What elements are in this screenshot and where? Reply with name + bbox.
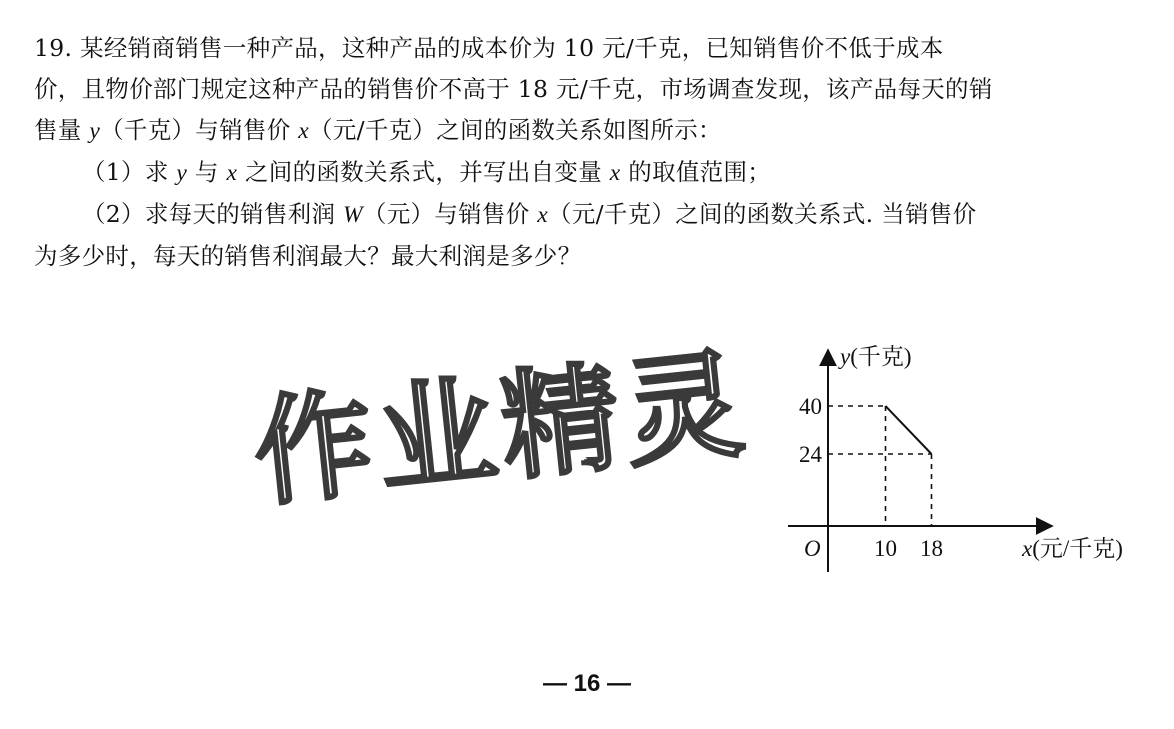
x-axis-label: x(元/千克) xyxy=(1022,536,1123,561)
variable-x: x xyxy=(537,202,549,228)
problem-line-3 xyxy=(34,110,1144,152)
problem-line-3-text: （千克）与销售价 xyxy=(100,116,299,144)
y-tick-label: 24 xyxy=(799,442,822,467)
y-tick-label: 40 xyxy=(799,394,822,419)
x-tick-label: 18 xyxy=(920,536,943,561)
question-1-text: （1）求 xyxy=(82,158,177,186)
question-2-continued: 为多少时，每天的销售利润最大？最大利润是多少？ xyxy=(34,242,582,270)
y-axis-label: y(千克) xyxy=(840,344,912,369)
problem-line-2: 价，且物价部门规定这种产品的销售价不高于 18 元/千克，市场调查发现，该产品每天的销 xyxy=(34,75,993,103)
variable-y: y xyxy=(176,160,188,186)
question-1-text: 的取值范围； xyxy=(620,158,772,186)
series-line xyxy=(886,406,932,454)
question-1-text: 之间的函数关系式，并写出自变量 xyxy=(237,158,610,186)
page-number: — 16 — xyxy=(542,670,632,697)
problem-text xyxy=(34,28,1144,277)
question-2-text: （元/千克）之间的函数关系式. 当销售价 xyxy=(548,200,977,228)
question-2 xyxy=(34,194,1144,236)
variable-x: x xyxy=(226,160,238,186)
variable-x: x xyxy=(609,160,621,186)
watermark-logo: 作业精灵 xyxy=(247,334,756,524)
variable-w: W xyxy=(343,202,363,228)
dashed-guides xyxy=(828,406,932,526)
question-2-text: （2）求每天的销售利润 xyxy=(82,200,344,228)
question-2-text: （元）与销售价 xyxy=(362,200,538,228)
origin-label: O xyxy=(804,536,821,561)
variable-y: y xyxy=(89,118,101,144)
problem-line-3-text: （元/千克）之间的函数关系如图所示： xyxy=(309,116,722,144)
x-tick-label: 10 xyxy=(874,536,897,561)
data-series xyxy=(886,406,932,454)
function-graph xyxy=(770,330,1150,580)
variable-x: x xyxy=(298,118,310,144)
problem-line-3-text: 售量 xyxy=(34,116,90,144)
question-1-text: 与 xyxy=(187,158,227,186)
question-1 xyxy=(34,152,1144,194)
problem-line-1: 19. 某经销商销售一种产品，这种产品的成本价为 10 元/千克，已知销售价不低于成本 xyxy=(34,34,944,62)
